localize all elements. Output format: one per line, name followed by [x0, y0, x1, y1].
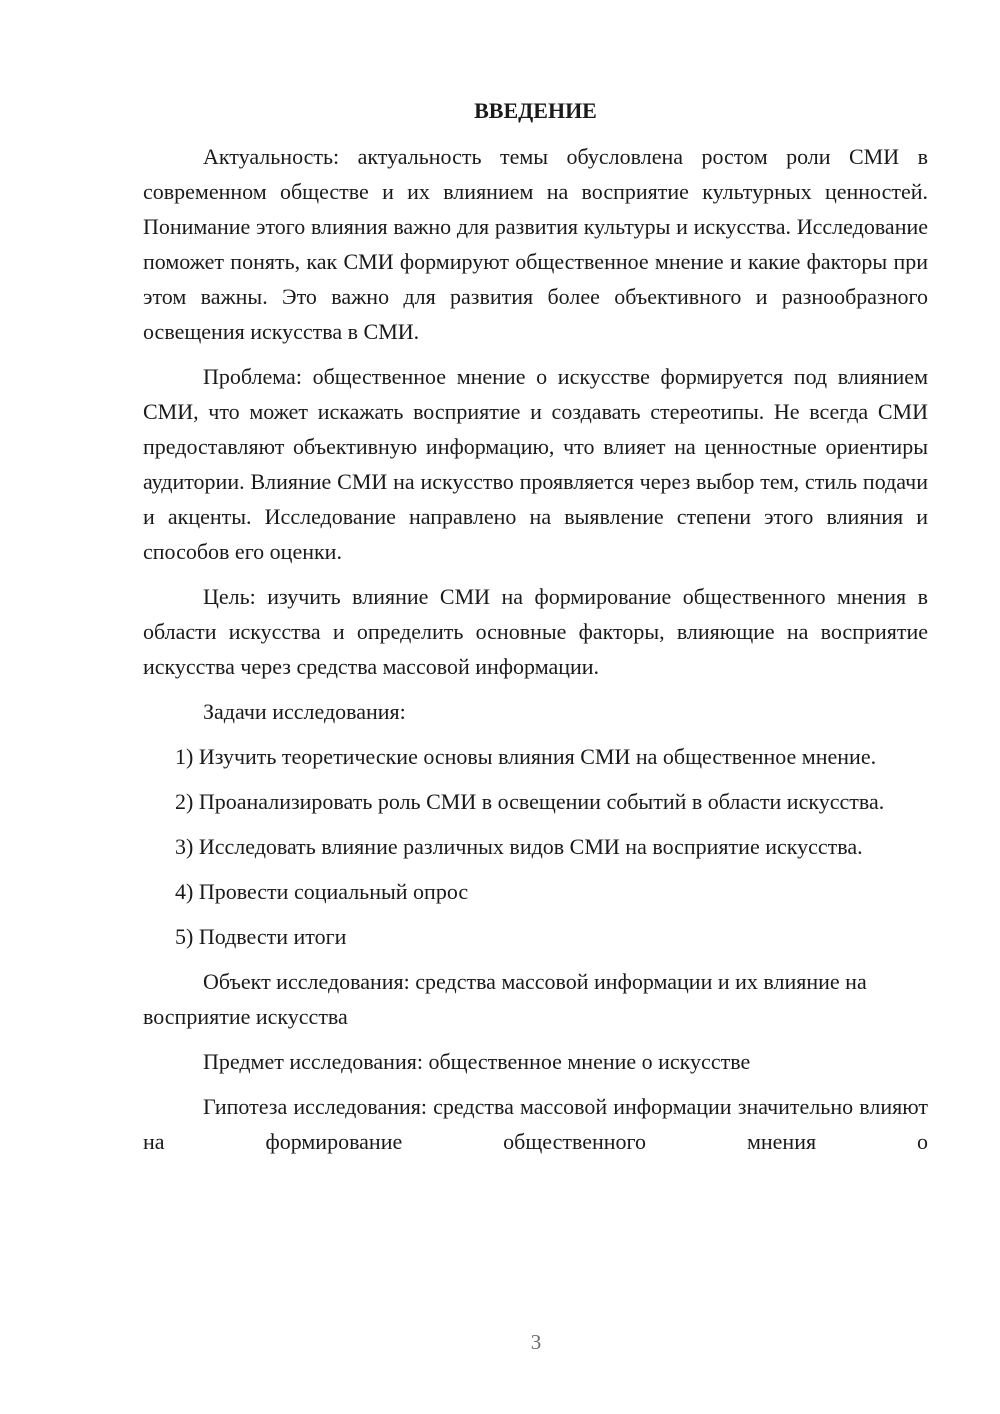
object-paragraph: Объект исследования: средства массовой информации и их влияние на восприятие искусства	[143, 969, 867, 1029]
problem-paragraph: Проблема: общественное мнение о искусстве формируется под влиянием СМИ, что может искажать восприятие и создавать стереотипы. Не всегда СМИ предоставляют объективную информацию, что влияет на ценностные ориентиры аудитории. Влияние СМИ на искусство проявляется через выбор тем, стиль подачи и акценты. Исследование направлено на выявление степени этого влияния и способов его оценки.	[143, 364, 928, 564]
relevance-paragraph: Актуальность: актуальность темы обусловлена ростом роли СМИ в современном обществе и их влиянием на восприятие культурных ценностей. Понимание этого влияния важно для развития культуры и искусства. Исследование поможет понять, как СМИ формируют общественное мнение и какие факторы при этом важны. Это важно для развития более объективного и разнообразного освещения искусства в СМИ.	[143, 144, 928, 344]
page-number: 3	[530, 1330, 542, 1354]
hypothesis-paragraph: Гипотеза исследования: средства массовой информации значительно влияют на формирование общественного мнения о	[143, 1094, 928, 1154]
task-item: 4) Провести социальный опрос	[175, 879, 469, 904]
goal-paragraph: Цель: изучить влияние СМИ на формирование общественного мнения в области искусства и определить основные факторы, влияющие на восприятие искусства через средства массовой информации.	[143, 584, 928, 679]
task-item: 3) Исследовать влияние различных видов СМИ на восприятие искусства.	[175, 834, 863, 859]
task-item: 5) Подвести итоги	[175, 924, 347, 949]
tasks-heading: Задачи исследования:	[203, 699, 406, 724]
task-item: 1) Изучить теоретические основы влияния СМИ на общественное мнение.	[175, 744, 877, 769]
task-item: 2) Проанализировать роль СМИ в освещении событий в области искусства.	[175, 789, 885, 814]
page-content	[143, 95, 928, 1159]
section-title: ВВЕДЕНИЕ	[474, 98, 597, 123]
subject-paragraph: Предмет исследования: общественное мнение о искусстве	[203, 1049, 751, 1074]
